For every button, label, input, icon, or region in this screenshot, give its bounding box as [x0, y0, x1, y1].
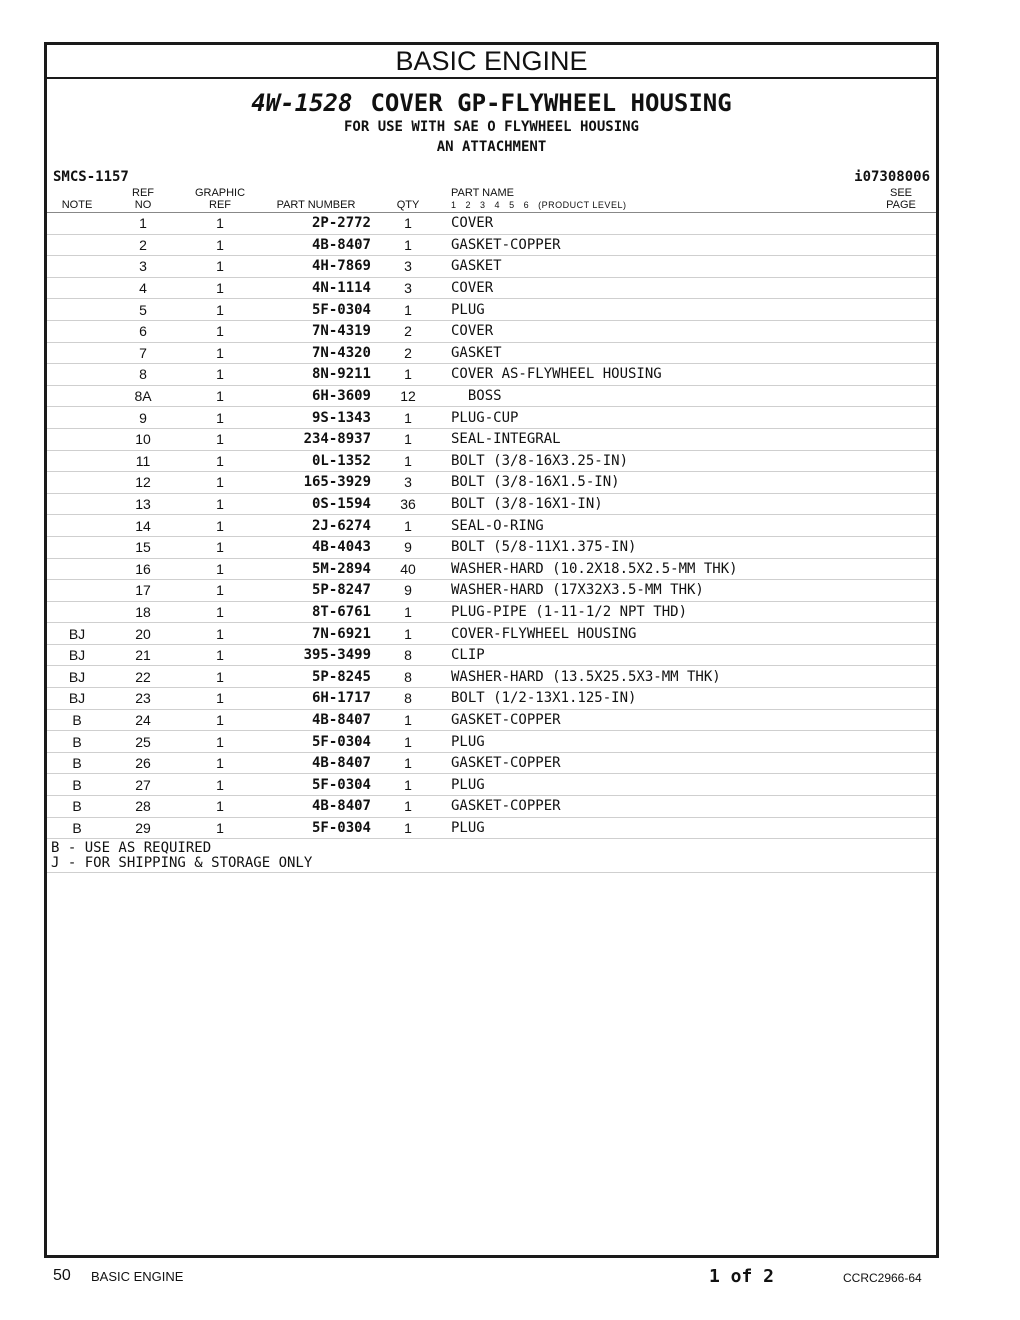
row-part-name: CLIP — [443, 644, 866, 666]
row-part-number: 6H-1717 — [261, 688, 373, 710]
row-part-name: WASHER-HARD (10.2X18.5X2.5-MM THK) — [443, 558, 866, 580]
illustration-id: i07308006 — [854, 169, 930, 185]
row-ref-no: 1 — [107, 213, 179, 235]
row-see-page — [866, 774, 936, 796]
row-graphic-ref: 1 — [179, 407, 261, 429]
table-row — [47, 666, 936, 688]
row-part-name: PLUG-CUP — [443, 407, 866, 429]
row-qty: 9 — [373, 580, 443, 602]
row-graphic-ref: 1 — [179, 299, 261, 321]
row-qty: 1 — [373, 774, 443, 796]
row-see-page — [866, 320, 936, 342]
row-note: B — [47, 817, 107, 839]
row-graphic-ref: 1 — [179, 428, 261, 450]
row-part-number: 4N-1114 — [261, 277, 373, 299]
row-graphic-ref: 1 — [179, 666, 261, 688]
row-part-name: WASHER-HARD (17X32X3.5-MM THK) — [443, 580, 866, 602]
row-ref-no: 11 — [107, 450, 179, 472]
row-graphic-ref: 1 — [179, 731, 261, 753]
row-qty: 3 — [373, 472, 443, 494]
footer-page-of: 1 of 2 — [709, 1266, 775, 1287]
row-note — [47, 256, 107, 278]
row-part-number: 8N-9211 — [261, 364, 373, 386]
row-part-number: 5P-8247 — [261, 580, 373, 602]
row-see-page — [866, 407, 936, 429]
table-row — [47, 364, 936, 386]
table-row — [47, 493, 936, 515]
row-qty: 12 — [373, 385, 443, 407]
group-subtitle-2: AN ATTACHMENT — [436, 139, 547, 155]
row-qty: 40 — [373, 558, 443, 580]
row-qty: 8 — [373, 688, 443, 710]
row-ref-no: 10 — [107, 428, 179, 450]
row-graphic-ref: 1 — [179, 688, 261, 710]
row-qty: 2 — [373, 320, 443, 342]
row-qty: 1 — [373, 752, 443, 774]
row-see-page — [866, 666, 936, 688]
row-part-name: BOSS — [443, 385, 866, 407]
row-ref-no: 8A — [107, 385, 179, 407]
row-part-number: 4B-8407 — [261, 752, 373, 774]
table-row — [47, 256, 936, 278]
row-see-page — [866, 709, 936, 731]
row-ref-no: 15 — [107, 536, 179, 558]
row-note — [47, 536, 107, 558]
row-part-name: BOLT (1/2-13X1.125-IN) — [443, 688, 866, 710]
header-part-number: PART NUMBER — [261, 187, 373, 213]
row-part-number: 8T-6761 — [261, 601, 373, 623]
row-part-name: COVER — [443, 213, 866, 235]
row-ref-no: 13 — [107, 493, 179, 515]
row-ref-no: 18 — [107, 601, 179, 623]
row-note — [47, 472, 107, 494]
group-name: COVER GP-FLYWHEEL HOUSING — [370, 89, 732, 117]
row-note — [47, 277, 107, 299]
row-qty: 1 — [373, 796, 443, 818]
row-qty: 2 — [373, 342, 443, 364]
row-ref-no: 4 — [107, 277, 179, 299]
row-qty: 1 — [373, 407, 443, 429]
row-part-number: 5F-0304 — [261, 774, 373, 796]
row-see-page — [866, 644, 936, 666]
table-row — [47, 450, 936, 472]
row-qty: 1 — [373, 450, 443, 472]
row-note — [47, 299, 107, 321]
row-ref-no: 24 — [107, 709, 179, 731]
row-part-name: GASKET — [443, 342, 866, 364]
row-ref-no: 22 — [107, 666, 179, 688]
row-part-name: COVER AS-FLYWHEEL HOUSING — [443, 364, 866, 386]
row-see-page — [866, 731, 936, 753]
page-footer — [0, 1266, 1020, 1290]
table-row — [47, 234, 936, 256]
parts-page-frame — [44, 42, 939, 1258]
row-see-page — [866, 688, 936, 710]
row-qty: 1 — [373, 299, 443, 321]
row-graphic-ref: 1 — [179, 709, 261, 731]
table-row — [47, 623, 936, 645]
row-part-name: COVER — [443, 277, 866, 299]
row-see-page — [866, 752, 936, 774]
row-note — [47, 320, 107, 342]
row-part-number: 0L-1352 — [261, 450, 373, 472]
row-part-number: 5F-0304 — [261, 817, 373, 839]
row-qty: 1 — [373, 709, 443, 731]
row-part-number: 7N-4320 — [261, 342, 373, 364]
row-part-name: BOLT (3/8-16X3.25-IN) — [443, 450, 866, 472]
row-see-page — [866, 472, 936, 494]
row-part-number: 165-3929 — [261, 472, 373, 494]
product-levels: 1 2 3 4 5 6 (PRODUCT LEVEL) — [451, 200, 627, 210]
row-part-number: 4B-8407 — [261, 234, 373, 256]
row-part-name: PLUG — [443, 299, 866, 321]
row-part-number: 4B-8407 — [261, 709, 373, 731]
row-ref-no: 29 — [107, 817, 179, 839]
note-line: J - FOR SHIPPING & STORAGE ONLY — [51, 855, 313, 872]
row-part-number: 2P-2772 — [261, 213, 373, 235]
row-graphic-ref: 1 — [179, 234, 261, 256]
row-qty: 1 — [373, 817, 443, 839]
footer-doc-code: CCRC2966-64 — [843, 1271, 922, 1285]
row-ref-no: 25 — [107, 731, 179, 753]
row-see-page — [866, 515, 936, 537]
row-graphic-ref: 1 — [179, 320, 261, 342]
row-ref-no: 20 — [107, 623, 179, 645]
row-ref-no: 16 — [107, 558, 179, 580]
row-see-page — [866, 256, 936, 278]
row-note — [47, 234, 107, 256]
row-part-number: 2J-6274 — [261, 515, 373, 537]
footer-page-number: 50 — [53, 1267, 71, 1284]
row-ref-no: 17 — [107, 580, 179, 602]
row-note — [47, 601, 107, 623]
row-see-page — [866, 213, 936, 235]
row-see-page — [866, 428, 936, 450]
row-part-name: SEAL-INTEGRAL — [443, 428, 866, 450]
row-part-number: 5P-8245 — [261, 666, 373, 688]
header-see-page: SEE PAGE — [866, 187, 936, 213]
row-part-number: 4B-8407 — [261, 796, 373, 818]
row-graphic-ref: 1 — [179, 256, 261, 278]
row-note: BJ — [47, 623, 107, 645]
row-ref-no: 12 — [107, 472, 179, 494]
row-qty: 36 — [373, 493, 443, 515]
table-row — [47, 601, 936, 623]
row-note — [47, 428, 107, 450]
row-see-page — [866, 601, 936, 623]
row-part-number: 0S-1594 — [261, 493, 373, 515]
row-part-name: SEAL-O-RING — [443, 515, 866, 537]
row-graphic-ref: 1 — [179, 774, 261, 796]
row-part-name: PLUG — [443, 817, 866, 839]
row-part-number: 5F-0304 — [261, 299, 373, 321]
row-ref-no: 8 — [107, 364, 179, 386]
row-ref-no: 2 — [107, 234, 179, 256]
row-part-name: COVER — [443, 320, 866, 342]
smcs-row — [47, 165, 936, 187]
row-qty: 9 — [373, 536, 443, 558]
table-row — [47, 709, 936, 731]
table-row — [47, 385, 936, 407]
row-qty: 3 — [373, 277, 443, 299]
row-see-page — [866, 299, 936, 321]
row-note — [47, 213, 107, 235]
row-see-page — [866, 796, 936, 818]
table-row — [47, 320, 936, 342]
parts-table-header — [47, 187, 936, 213]
row-ref-no: 21 — [107, 644, 179, 666]
row-part-name: GASKET-COPPER — [443, 234, 866, 256]
row-ref-no: 23 — [107, 688, 179, 710]
row-part-number: 9S-1343 — [261, 407, 373, 429]
row-part-number: 5M-2894 — [261, 558, 373, 580]
row-part-name: COVER-FLYWHEEL HOUSING — [443, 623, 866, 645]
row-qty: 1 — [373, 623, 443, 645]
row-note: BJ — [47, 644, 107, 666]
row-part-name: GASKET-COPPER — [443, 796, 866, 818]
row-note — [47, 407, 107, 429]
row-part-name: PLUG — [443, 774, 866, 796]
row-graphic-ref: 1 — [179, 601, 261, 623]
row-see-page — [866, 277, 936, 299]
row-part-name: GASKET — [443, 256, 866, 278]
row-qty: 1 — [373, 213, 443, 235]
row-note — [47, 385, 107, 407]
row-qty: 1 — [373, 234, 443, 256]
row-graphic-ref: 1 — [179, 515, 261, 537]
row-part-name: BOLT (5/8-11X1.375-IN) — [443, 536, 866, 558]
row-see-page — [866, 817, 936, 839]
row-graphic-ref: 1 — [179, 385, 261, 407]
row-see-page — [866, 536, 936, 558]
row-note — [47, 515, 107, 537]
table-row — [47, 796, 936, 818]
row-graphic-ref: 1 — [179, 558, 261, 580]
row-see-page — [866, 342, 936, 364]
row-note: B — [47, 731, 107, 753]
row-ref-no: 14 — [107, 515, 179, 537]
row-graphic-ref: 1 — [179, 472, 261, 494]
group-title-block — [47, 79, 936, 157]
group-title — [47, 89, 936, 117]
row-qty: 1 — [373, 601, 443, 623]
table-row — [47, 515, 936, 537]
row-part-number: 7N-4319 — [261, 320, 373, 342]
row-part-name: BOLT (3/8-16X1.5-IN) — [443, 472, 866, 494]
table-row — [47, 558, 936, 580]
parts-table-body — [47, 213, 936, 839]
row-ref-no: 7 — [107, 342, 179, 364]
row-part-name: PLUG — [443, 731, 866, 753]
smcs-code: SMCS-1157 — [53, 169, 129, 185]
row-note: BJ — [47, 666, 107, 688]
row-see-page — [866, 234, 936, 256]
row-part-number: 4H-7869 — [261, 256, 373, 278]
group-part-number: 4W-1528 — [251, 89, 353, 117]
header-graphic-ref: GRAPHIC REF — [179, 187, 261, 213]
row-see-page — [866, 450, 936, 472]
table-row — [47, 472, 936, 494]
row-note: B — [47, 774, 107, 796]
row-note: B — [47, 752, 107, 774]
row-qty: 8 — [373, 666, 443, 688]
row-part-name: GASKET-COPPER — [443, 752, 866, 774]
row-see-page — [866, 580, 936, 602]
row-qty: 1 — [373, 364, 443, 386]
row-part-name: PLUG-PIPE (1-11-1/2 NPT THD) — [443, 601, 866, 623]
row-part-number: 6H-3609 — [261, 385, 373, 407]
table-row — [47, 752, 936, 774]
table-row — [47, 342, 936, 364]
row-note — [47, 580, 107, 602]
row-graphic-ref: 1 — [179, 623, 261, 645]
row-part-name: GASKET-COPPER — [443, 709, 866, 731]
table-row — [47, 731, 936, 753]
row-ref-no: 28 — [107, 796, 179, 818]
row-see-page — [866, 385, 936, 407]
row-ref-no: 6 — [107, 320, 179, 342]
row-note — [47, 342, 107, 364]
row-graphic-ref: 1 — [179, 752, 261, 774]
row-graphic-ref: 1 — [179, 817, 261, 839]
row-qty: 3 — [373, 256, 443, 278]
row-ref-no: 27 — [107, 774, 179, 796]
row-part-name: WASHER-HARD (13.5X25.5X3-MM THK) — [443, 666, 866, 688]
table-row — [47, 407, 936, 429]
row-qty: 1 — [373, 428, 443, 450]
row-graphic-ref: 1 — [179, 536, 261, 558]
row-note — [47, 450, 107, 472]
row-part-number: 7N-6921 — [261, 623, 373, 645]
table-row — [47, 688, 936, 710]
table-row — [47, 213, 936, 235]
section-title: BASIC ENGINE — [47, 45, 936, 79]
row-qty: 1 — [373, 515, 443, 537]
row-ref-no: 5 — [107, 299, 179, 321]
parts-table — [47, 187, 936, 839]
table-row — [47, 299, 936, 321]
row-graphic-ref: 1 — [179, 342, 261, 364]
row-see-page — [866, 493, 936, 515]
group-subtitle-1: FOR USE WITH SAE O FLYWHEEL HOUSING — [343, 119, 639, 135]
note-line: B - USE AS REQUIRED — [51, 840, 212, 857]
table-row — [47, 536, 936, 558]
table-row — [47, 428, 936, 450]
row-qty: 8 — [373, 644, 443, 666]
row-note — [47, 493, 107, 515]
row-see-page — [866, 558, 936, 580]
row-ref-no: 9 — [107, 407, 179, 429]
row-part-number: 395-3499 — [261, 644, 373, 666]
row-part-name: BOLT (3/8-16X1-IN) — [443, 493, 866, 515]
row-graphic-ref: 1 — [179, 493, 261, 515]
table-row — [47, 277, 936, 299]
row-graphic-ref: 1 — [179, 796, 261, 818]
row-graphic-ref: 1 — [179, 213, 261, 235]
table-row — [47, 774, 936, 796]
header-qty: QTY — [373, 187, 443, 213]
row-ref-no: 3 — [107, 256, 179, 278]
row-graphic-ref: 1 — [179, 364, 261, 386]
header-part-name: PART NAME 1 2 3 4 5 6 (PRODUCT LEVEL) — [443, 187, 866, 213]
table-row — [47, 644, 936, 666]
row-graphic-ref: 1 — [179, 277, 261, 299]
row-note — [47, 364, 107, 386]
row-note: B — [47, 796, 107, 818]
row-see-page — [866, 364, 936, 386]
row-graphic-ref: 1 — [179, 644, 261, 666]
table-row — [47, 817, 936, 839]
row-note — [47, 558, 107, 580]
row-part-number: 4B-4043 — [261, 536, 373, 558]
header-note: NOTE — [47, 187, 107, 213]
row-qty: 1 — [373, 731, 443, 753]
row-graphic-ref: 1 — [179, 450, 261, 472]
notes-block — [47, 839, 936, 873]
header-ref-no: REF NO — [107, 187, 179, 213]
row-note: B — [47, 709, 107, 731]
row-part-number: 5F-0304 — [261, 731, 373, 753]
row-ref-no: 26 — [107, 752, 179, 774]
row-part-number: 234-8937 — [261, 428, 373, 450]
row-see-page — [866, 623, 936, 645]
table-row — [47, 580, 936, 602]
row-note: BJ — [47, 688, 107, 710]
row-graphic-ref: 1 — [179, 580, 261, 602]
footer-section: BASIC ENGINE — [91, 1269, 184, 1284]
